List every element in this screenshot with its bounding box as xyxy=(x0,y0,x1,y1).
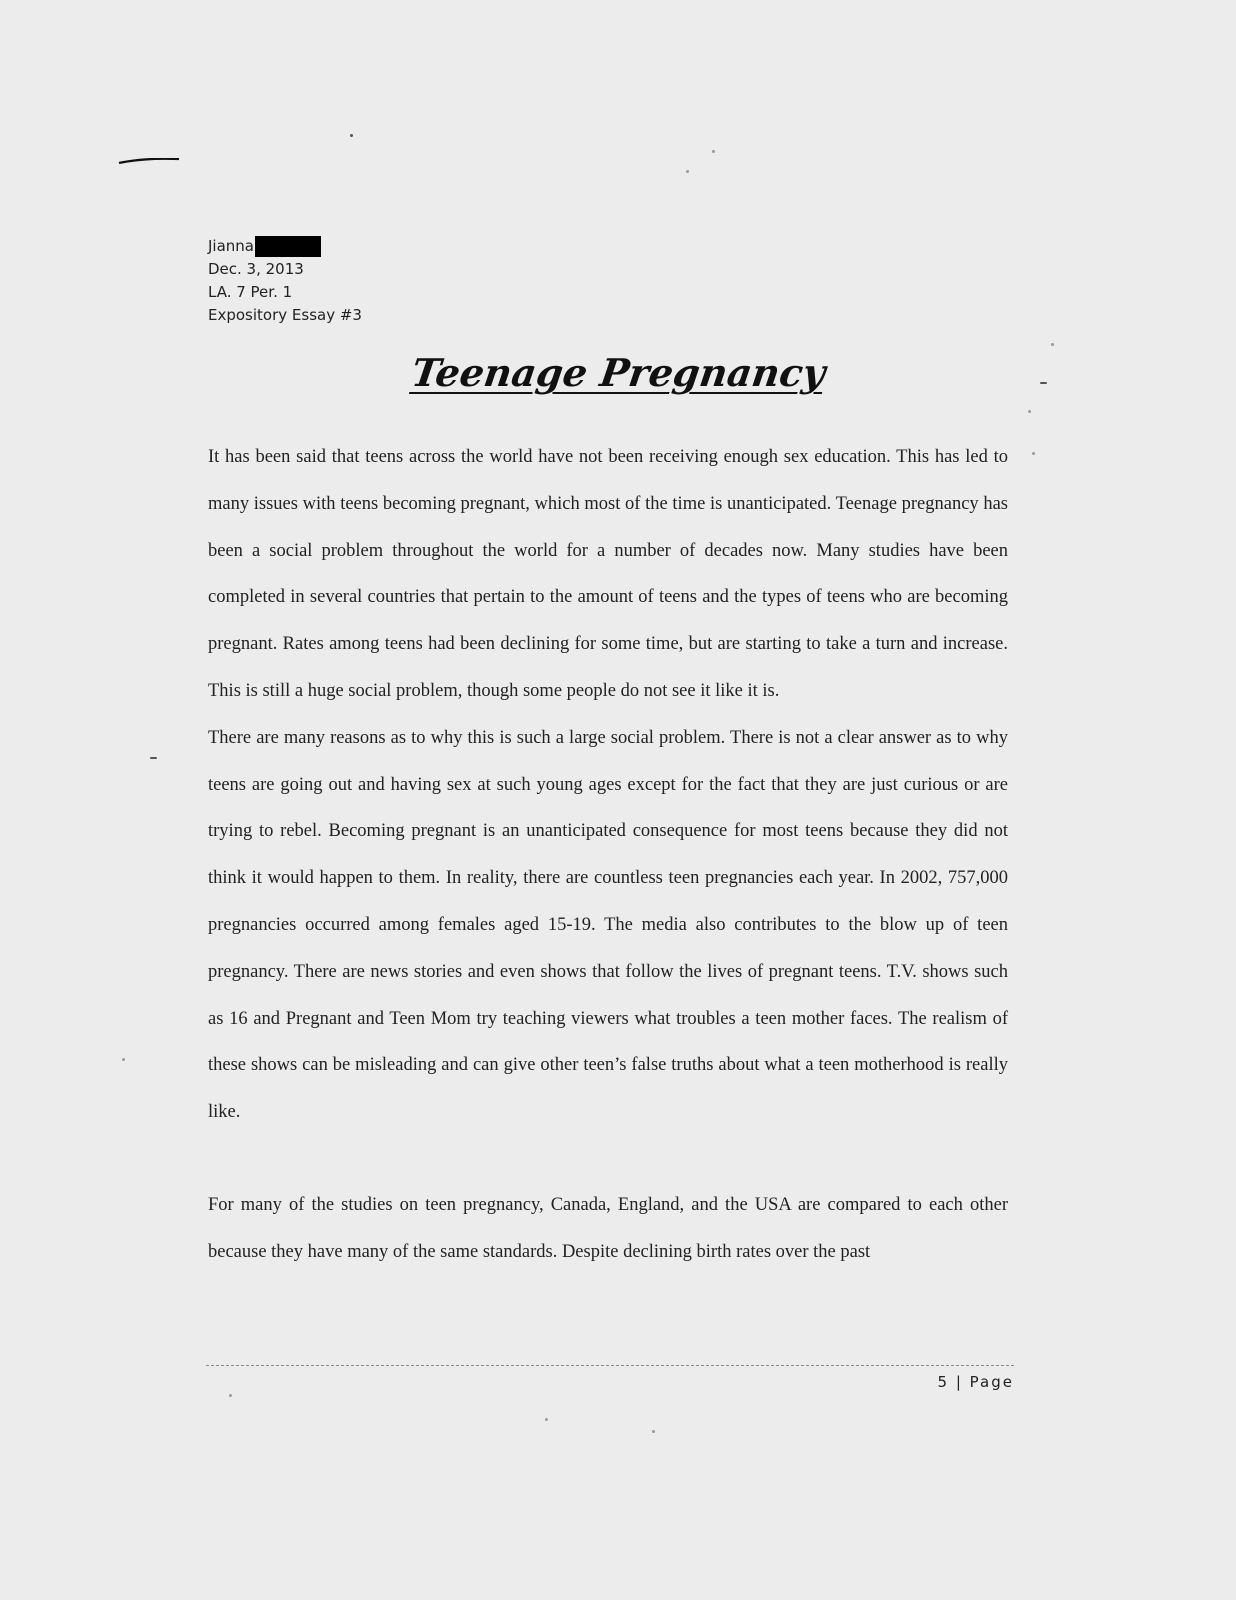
assignment-name: Expository Essay #3 xyxy=(208,306,362,324)
scan-speck xyxy=(350,134,353,137)
scan-speck xyxy=(652,1430,655,1433)
student-name: Jianna xyxy=(208,237,254,255)
footer-divider xyxy=(206,1365,1014,1366)
essay-title: Teenage Pregnancy xyxy=(408,350,829,395)
scan-speck xyxy=(1028,410,1031,413)
scan-speck xyxy=(229,1394,232,1397)
scan-speck xyxy=(1032,452,1035,455)
essay-date: Dec. 3, 2013 xyxy=(208,260,304,278)
student-name-line xyxy=(208,235,362,258)
scan-speck xyxy=(150,757,157,759)
paragraph: For many of the studies on teen pregnancy, Canada, England, and the USA are compared to each other because they have many of the same standards. Despite declining birth rates over the past xyxy=(208,1194,1008,1262)
page-number: 5 | Page xyxy=(937,1373,1014,1391)
redaction-bar xyxy=(255,236,321,257)
scan-speck xyxy=(545,1418,548,1421)
essay-body xyxy=(208,434,1008,1276)
pen-mark xyxy=(118,158,180,164)
scan-speck xyxy=(122,1058,125,1061)
course-period: LA. 7 Per. 1 xyxy=(208,283,293,301)
paragraph: There are many reasons as to why this is such a large social problem. There is not a clear answer as to why teens are going out and having sex at such young ages except for the fact that they are just curious or are trying to rebel. Becoming pregnant is an unanticipated consequence for most teens because they did not think it would happen to them. In reality, there are countless teen pregnancies each year. In 2002, 757,000 pregnancies occurred among females aged 15-19. The media also contributes to the blow up of teen pregnancy. There are news stories and even shows that follow the lives of pregnant teens. T.V. shows such as 16 and Pregnant and Teen Mom try teaching viewers what troubles a teen mother faces. The realism of these shows can be misleading and can give other teen’s false truths about what a teen motherhood is really like. xyxy=(208,727,1008,1123)
paragraph: It has been said that teens across the world have not been receiving enough sex education. This has led to many issues with teens becoming pregnant, which most of the time is unanticipated. Teenage pregnancy has been a social problem throughout the world for a number of decades now. Many studies have been completed in several countries that pertain to the amount of teens and the types of teens who are becoming pregnant. Rates among teens had been declining for some time, but are starting to take a turn and increase. This is still a huge social problem, though some people do not see it like it is. xyxy=(208,447,1008,701)
student-header xyxy=(208,235,362,327)
scan-speck xyxy=(686,170,689,173)
scan-speck xyxy=(1040,382,1047,384)
scan-speck xyxy=(1051,343,1054,346)
scan-speck xyxy=(712,150,715,153)
